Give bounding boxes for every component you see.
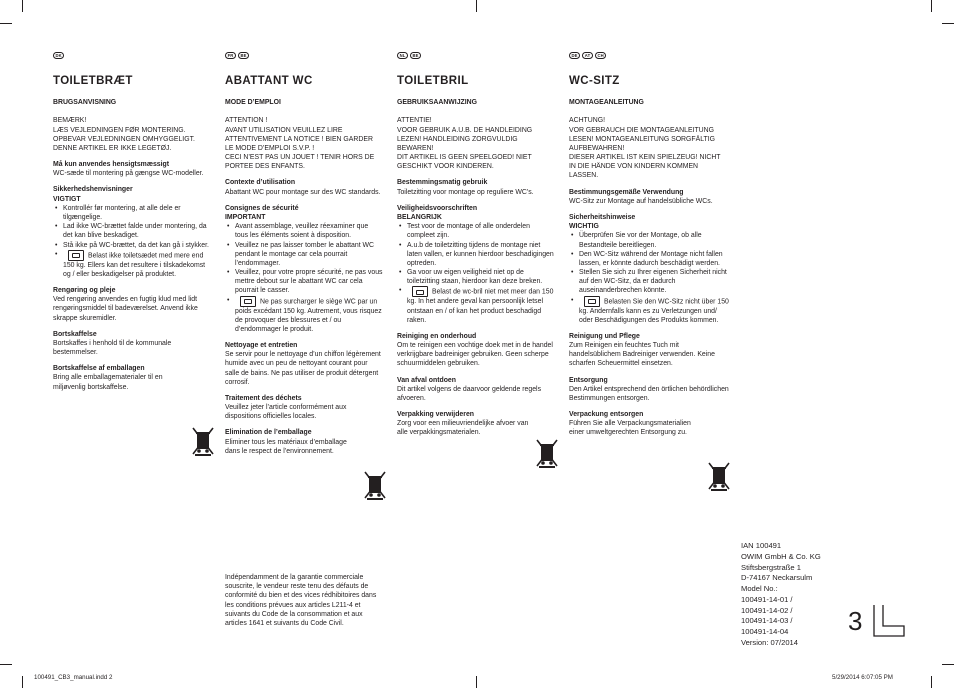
disposal-text: Den Artikel entsprechend den örtlichen behördlichen Bestimmungen entsorgen. [569, 385, 729, 402]
intro-warning: ATTENTIE! VOOR GEBRUIK A.U.B. DE HANDLEIDING LEZEN! HANDLEIDING ZORGVULDIG BEWAREN! DIT ARTIKEL IS GEEN SPEELGOED! NIET GESCHIKT VOOR KINDEREN. [397, 117, 533, 171]
crop-mark [942, 664, 954, 665]
waste-bin-icon [708, 461, 730, 491]
toilet-weight-warning-icon [584, 296, 600, 307]
packaging-text: Bring alle emballagematerialer til en miljøvenlig bortskaffelse. [53, 374, 163, 391]
cleaning-heading: Reiniging en onderhoud [397, 332, 477, 340]
packaging-text: Zorg voor een milieuvriendelijke afvoer van alle verpakkingsmaterialen. [397, 420, 529, 437]
list-item: • Avant assemblage, veuillez réexaminer que tous les éléments soient à disposition. [225, 222, 383, 240]
cleaning-text: Zum Reinigen ein feuchtes Tuch mit handelsüblichem Badreiniger verwenden. Keine scharfen Scheuermittel einsetzen. [569, 342, 715, 368]
cleaning-text: Se servir pour le nettoyage d’un chiffon légèrement humide avec un peu de nettoyant courant pour salle de bains. Ne pas utiliser de produit détergent corrosif. [225, 351, 381, 386]
intro-warning: BEMÆRK! LÆS VEJLEDNINGEN FØR MONTERING. OPBEVAR VEJLEDNINGEN OMHYGGELIGT. DENNE ARTIKEL ER IKKE LEGETØJ. [53, 117, 195, 152]
country-badges [397, 52, 555, 61]
crop-mark [0, 23, 12, 24]
list-item: • Kontrollér før montering, at alle dele er tilgængelige. [53, 204, 211, 222]
list-item: • Ga voor uw eigen veiligheid niet op de toiletzitting staan, hierdoor kan deze breken. [397, 268, 555, 286]
intro-warning: ACHTUNG! VOR GEBRAUCH DIE MONTAGEANLEITUNG LESEN! MONTAGEANLEITUNG SORGFÄLTIG AUFBEWAHREN! DIESER ARTIKEL IST KEIN SPIELZEUG! NICHT IN DIE HÄNDE VON KINDERN KOMMEN LASSEN. [569, 117, 721, 180]
list-item: • Stå ikke på WC-brættet, da det kan gå i stykker. [53, 241, 211, 250]
disposal-heading: Van afval ontdoen [397, 376, 456, 384]
section-title: WC-SITZ [569, 75, 620, 87]
use-heading: Må kun anvendes hensigtsmæssigt [53, 161, 170, 169]
use-heading: Bestemmingsmatig gebruik [397, 179, 488, 187]
crop-mark [931, 0, 932, 12]
manufacturer-address: IAN 100491 OWIM GmbH & Co. KG Stiftsbergstraße 1 D-74167 Neckarsulm Model No.: 100491-14-01 / 100491-14-02 / 100491-14-03 / 100491-14-04 Version: 07/2014 [741, 541, 821, 648]
cleaning-heading: Nettoyage et entretien [225, 342, 298, 350]
safety-heading: Sicherheitshinweise [569, 214, 636, 221]
safety-list [569, 231, 729, 325]
use-text: WC-sæde til montering på gængse WC-modeller. [53, 170, 204, 178]
country-badge: AT [582, 52, 593, 59]
section-subtitle: MONTAGEANLEITUNG [569, 99, 644, 107]
list-item: • Lad ikke WC-brættet falde under montering, da det kan blive beskadiget. [53, 222, 211, 240]
country-badge: DK [53, 52, 64, 59]
country-badges [225, 52, 383, 61]
footer-filename: 100491_CB3_manual.indd 2 [34, 674, 113, 681]
cleaning-heading: Rengøring og pleje [53, 287, 116, 295]
column-dk [53, 52, 211, 392]
cleaning-heading: Reinigung und Pflege [569, 332, 640, 340]
safety-subheading: WICHTIG [569, 223, 599, 231]
weight-warning-text: Belast ikke toiletsædet med mere end 150 kg. Ellers kan det resultere i tilskadekomst og / eller beskadigelser på produktet. [63, 252, 206, 278]
section-title: TOILETBRÆT [53, 75, 133, 87]
packaging-text: Eliminer tous les matériaux d’emballage dans le respect de l’environnement. [225, 438, 347, 455]
country-badge: BE [410, 52, 421, 59]
toilet-weight-warning-icon [412, 286, 428, 297]
safety-subheading: IMPORTANT [225, 214, 266, 221]
crop-mark [476, 676, 477, 688]
cleaning-text: Om te reinigen een vochtige doek met in de handel verkrijgbare badreiniger gebruiken. Geen scherpe schuurmiddelen gebruiken. [397, 342, 553, 368]
waste-bin-icon [536, 438, 558, 468]
page-number: 3 [848, 606, 863, 636]
crop-mark [22, 676, 23, 688]
disposal-heading: Traitement des déchets [225, 394, 302, 402]
list-item: • Veuillez, pour votre propre sécurité, ne pas vous mettre debout sur le abattant WC car cela pourrait le casser. [225, 268, 383, 296]
list-item: • Test voor de montage of alle onderdelen compleet zijn. [397, 222, 555, 240]
safety-heading: Sikkerhedshenvisninger [53, 186, 133, 194]
safety-subheading: BELANGRIJK [397, 214, 442, 221]
country-badges [53, 52, 211, 61]
weight-warning-text: Belasten Sie den WC-Sitz nicht über 150 kg. Andernfalls kann es zu Verletzungen und/ oder Beschädigungen des Produkts kommen. [579, 297, 729, 324]
intro-warning: ATTENTION ! AVANT UTILISATION VEUILLEZ LIRE ATTENTIVEMENT LA NOTICE ! BIEN GARDER LE MODE D’EMPLOI S.V.P. ! CECI N’EST PAS UN JOUET ! TENIR HORS DE PORTEE DES ENFANTS. [225, 117, 375, 171]
disposal-text: Veuillez jeter l’article conformément aux dispositions officielles locales. [225, 404, 347, 421]
list-item [225, 296, 383, 335]
toilet-weight-warning-icon [240, 296, 256, 307]
safety-heading: Veiligheidsvoorschriften [397, 204, 478, 212]
country-badge: BE [238, 52, 249, 59]
disposal-heading: Entsorgung [569, 376, 608, 384]
disposal-text: Bortskaffes i henhold til de kommunale bestemmelser. [53, 339, 172, 357]
section-subtitle: BRUGSANVISNING [53, 99, 117, 107]
country-badges [569, 52, 729, 61]
column-fr [225, 52, 383, 456]
country-badge: NL [397, 52, 408, 59]
guarantee-text: Indépendamment de la garantie commerciale souscrite, le vendeur reste tenu des défauts de conformité du bien et des vices rédhibitoires dans les conditions prévues aux articles L211-4 et suivants du Code de la consommation et aux articles 1641 et suivants du Code Civil. [225, 574, 377, 627]
list-item: • A.u.b de toiletzitting tijdens de montage niet laten vallen, er kunnen hierdoor beschadigingen optreden. [397, 241, 555, 269]
waste-bin-icon [192, 426, 214, 456]
cleaning-text: Ved rengøring anvendes en fugtig klud med lidt rengøringsmiddel til badeværelset. Anvend ikke skrappe skuremidler. [53, 296, 198, 322]
disposal-text: Dit artikel volgens de daarvoor geldende regels afvoeren. [397, 385, 542, 402]
footer-timestamp: 5/29/2014 6:07:05 PM [832, 674, 893, 681]
list-item: • Veuillez ne pas laisser tomber le abattant WC pendant le montage car cela pourrait l’endommager. [225, 241, 383, 269]
waste-bin-icon [364, 470, 386, 500]
crop-mark [0, 664, 12, 665]
list-item: • Stellen Sie sich zu Ihrer eigenen Sicherheit nicht auf den WC-Sitz, da er dadurch auseinanderbrechen könnte. [569, 268, 729, 296]
packaging-heading: Verpackung entsorgen [569, 411, 644, 419]
use-heading: Bestimmungsgemäße Verwendung [569, 188, 684, 196]
list-item: • Überprüfen Sie vor der Montage, ob alle Bestandteile bereitliegen. [569, 231, 729, 249]
packaging-heading: Verpakking verwijderen [397, 411, 474, 419]
safety-list [225, 222, 383, 334]
crop-mark [476, 0, 477, 12]
disposal-heading: Bortskaffelse [53, 330, 97, 338]
use-heading: Contexte d’utilisation [225, 179, 296, 187]
crop-mark [931, 676, 932, 688]
weight-warning-text: Belast de wc-bril niet met meer dan 150 kg. In het andere geval kan persoonlijk letsel ontstaan en / of kan het product beschadigd raken. [407, 288, 554, 324]
packaging-text: Führen Sie alle Verpackungsmaterialien einer umweltgerechten Entsorgung zu. [569, 420, 691, 437]
weight-warning-text: Ne pas surcharger le siège WC par un poids excédant 150 kg. Autrement, vous risquez de provoquer des blessures et / ou d’endommager le produit. [235, 297, 382, 333]
column-de [569, 52, 729, 438]
section-subtitle: MODE D’EMPLOI [225, 99, 281, 107]
packaging-heading: Bortskaffelse af emballagen [53, 365, 145, 373]
section-subtitle: GEBRUIKSAANWIJZING [397, 99, 478, 107]
country-badge: CH [595, 52, 606, 59]
country-badge: DE [569, 52, 580, 59]
section-title: ABATTANT WC [225, 75, 313, 87]
list-item [53, 250, 211, 279]
safety-subheading: VIGTIGT [53, 195, 81, 203]
column-nl [397, 52, 555, 438]
crop-mark [22, 0, 23, 12]
packaging-heading: Elimination de l’emballage [225, 429, 312, 437]
use-text: Toiletzitting voor montage op reguliere WC’s. [397, 188, 534, 196]
list-item [569, 296, 729, 325]
safety-heading: Consignes de sécurité [225, 204, 299, 212]
safety-list [53, 204, 211, 279]
crop-mark [942, 23, 954, 24]
list-item [397, 286, 555, 325]
page-corner-icon [873, 605, 905, 637]
toilet-weight-warning-icon [68, 250, 84, 261]
country-badge: FR [225, 52, 236, 59]
use-text: WC-Sitz zur Montage auf handelsübliche WCs. [569, 197, 713, 205]
list-item: • Den WC-Sitz während der Montage nicht fallen lassen, er könnte dadurch beschädigt werden. [569, 250, 729, 268]
section-title: TOILETBRIL [397, 75, 469, 87]
safety-list [397, 222, 555, 325]
use-text: Abattant WC pour montage sur des WC standards. [225, 188, 381, 196]
